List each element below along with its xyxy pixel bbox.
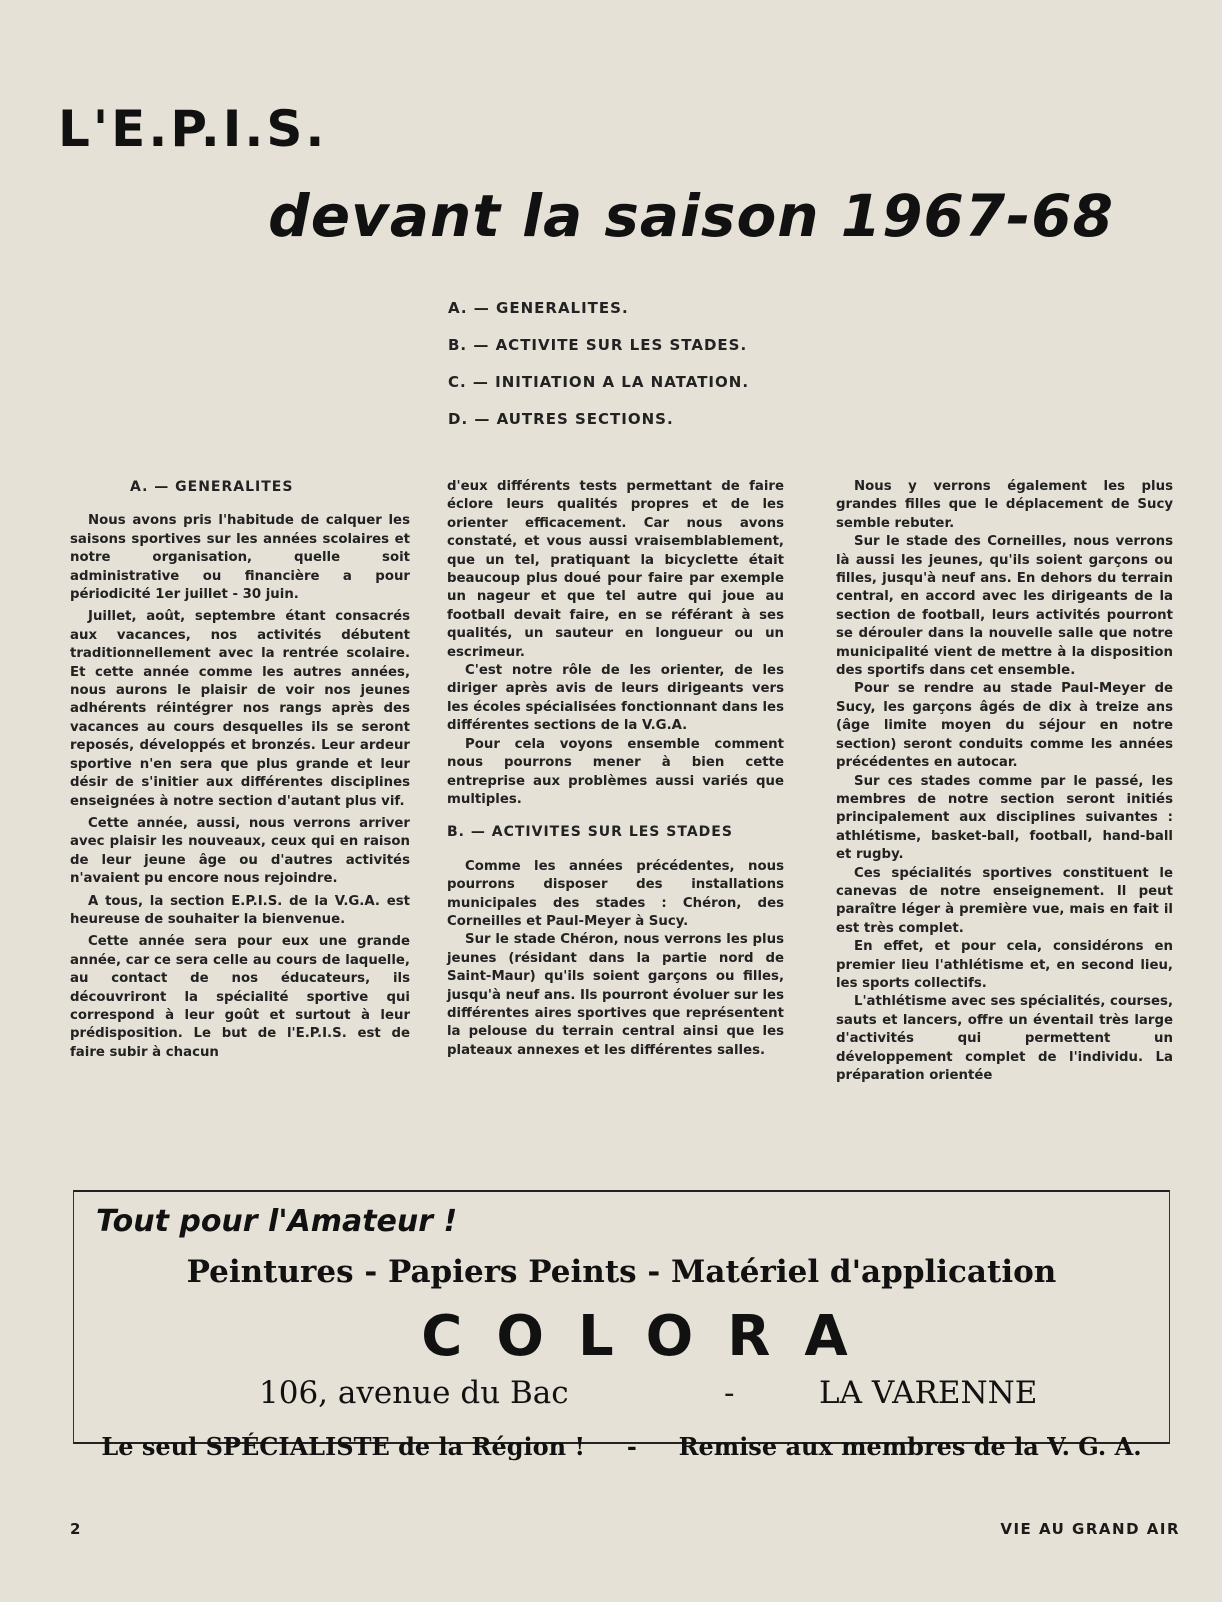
toc-item: B. — ACTIVITE SUR LES STADES. <box>448 336 748 354</box>
paragraph: d'eux différents tests permettant de faire éclore leurs qualités propres et de les orienter efficacement. Car nous avons constaté, et vous aussi vraisemblablement, que un tel, pratiquant la bicyclette était beaucoup plus doué pour faire par exemple un nageur et que tel autre qui joue au football devait faire, en se référant à ses qualités, un sauteur en longueur ou un escrimeur. <box>447 479 784 660</box>
paragraph: Nous y verrons également les plus grandes filles que le déplacement de Sucy semble rebuter. <box>836 479 1173 531</box>
paragraph: Cette année sera pour eux une grande année, car ce sera celle au cours de laquelle, au contact de nos éducateurs, ils découvriront la spécialité sportive qui correspond à leur goût et surtout à leur prédisposition. Le but de l'E.P.I.S. est de faire subir à chacun <box>70 934 410 1060</box>
ad-products: Peintures - Papiers Peints - Matériel d'application <box>186 1254 1057 1290</box>
paragraph: Pour se rendre au stade Paul-Meyer de Sucy, les garçons âgés de dix à treize ans (âge limite moyen du séjour en notre section) seront conduits comme les années précédentes en autocar. <box>836 681 1173 771</box>
article-title-line2: devant la saison 1967-68 <box>268 182 1114 250</box>
paragraph: Comme les années précédentes, nous pourrons disposer des installations municipales des stades : Chéron, des Corneilles et Paul-Meyer à Sucy. <box>447 858 784 929</box>
ad-specialist-text: Le seul SPÉCIALISTE de la Région ! <box>101 1432 586 1461</box>
toc-item: A. — GENERALITES. <box>448 299 629 317</box>
text-column-2 <box>447 478 784 1060</box>
ad-tagline: Tout pour l'Amateur ! <box>96 1204 458 1239</box>
ad-bottom-separator: - <box>626 1432 637 1461</box>
paragraph: Pour cela voyons ensemble comment nous pourrons mener à bien cette entreprise aux problèmes aussi variés que multiples. <box>447 736 784 807</box>
paragraph: Sur le stade des Corneilles, nous verrons là aussi les jeunes, qu'ils soient garçons ou filles, jusqu'à neuf ans. En dehors du terrain central, en accord avec les dirigeants de la section de football, leurs activités pourront se dérouler dans la nouvelle salle que notre municipalité vient de mettre à la disposition des sportifs dans cet ensemble. <box>836 534 1173 679</box>
paragraph: Sur ces stades comme par le passé, les membres de notre section seront initiés principalement aux disciplines suivantes : athlétisme, basket-ball, football, hand-ball et rugby. <box>836 773 1173 863</box>
table-of-contents <box>448 298 749 446</box>
toc-item: C. — INITIATION A LA NATATION. <box>448 373 750 391</box>
ad-address: 106, avenue du Bac <box>259 1375 569 1411</box>
ad-address-separator: - <box>724 1375 735 1411</box>
paragraph: Cette année, aussi, nous verrons arriver avec plaisir les nouveaux, ceux qui en raison de leur jeune âge ou d'autres activités n'avaient pu encore nous rejoindre. <box>70 815 410 887</box>
ad-discount-text: Remise aux membres de la V. G. A. <box>678 1432 1142 1461</box>
section-heading: B. — ACTIVITES SUR LES STADES <box>447 824 733 841</box>
paragraph: Sur le stade Chéron, nous verrons les plus jeunes (résidant dans la partie nord de Saint-Maur) qu'ils soient garçons ou filles, jusqu'à neuf ans. Ils pourront évoluer sur les différentes aires sportives que représentent la pelouse du terrain central ainsi que les plateaux annexes et les différentes salles. <box>447 932 784 1058</box>
ad-city: LA VARENNE <box>819 1375 1038 1411</box>
article-title-line1: L'E.P.I.S. <box>58 100 328 158</box>
section-heading: A. — GENERALITES <box>130 479 294 495</box>
paragraph: Ces spécialités sportives constituent le canevas de notre enseignement. Il peut paraître léger à première vue, mais en fait il est très complet. <box>836 865 1173 936</box>
paragraph: A tous, la section E.P.I.S. de la V.G.A. est heureuse de souhaiter la bienvenue. <box>70 893 410 927</box>
paragraph: C'est notre rôle de les orienter, de les diriger après avis de leurs dirigeants vers les écoles spécialisées fonctionnant dans les différentes sections de la V.G.A. <box>447 663 784 734</box>
paragraph: En effet, et pour cela, considérons en premier lieu l'athlétisme et, en second lieu, les sports collectifs. <box>836 939 1173 991</box>
paragraph: Juillet, août, septembre étant consacrés aux vacances, nos activités débutent traditionnellement avec la rentrée scolaire. Et cette année comme les autres années, nous aurons le plaisir de voir nos jeunes adhérents réintégrer nos rangs après des vacances au cours desquelles ils se seront reposés, développés et bronzés. Leur ardeur sportive n'en sera que plus grande et leur désir de s'initier aux différentes disciplines enseignées à notre section d'autant plus vif. <box>70 609 410 809</box>
paragraph: L'athlétisme avec ses spécialités, courses, sauts et lancers, offre un éventail très large d'activités qui permettent un développement complet de l'individu. La préparation orientée <box>836 994 1173 1083</box>
page-number: 2 <box>70 1520 81 1538</box>
text-column-1 <box>70 478 410 1062</box>
ad-bottom-line <box>74 1432 1169 1461</box>
text-column-3 <box>836 478 1173 1085</box>
paragraph: Nous avons pris l'habitude de calquer les saisons sportives sur les années scolaires et notre organisation, quelle soit administrative ou financière a pour périodicité 1er juillet - 30 juin. <box>70 513 410 603</box>
publication-name: VIE AU GRAND AIR <box>1000 1520 1180 1538</box>
advertisement-box <box>73 1190 1170 1461</box>
ad-brand-name: COLORA <box>421 1304 882 1369</box>
toc-item: D. — AUTRES SECTIONS. <box>448 410 674 428</box>
